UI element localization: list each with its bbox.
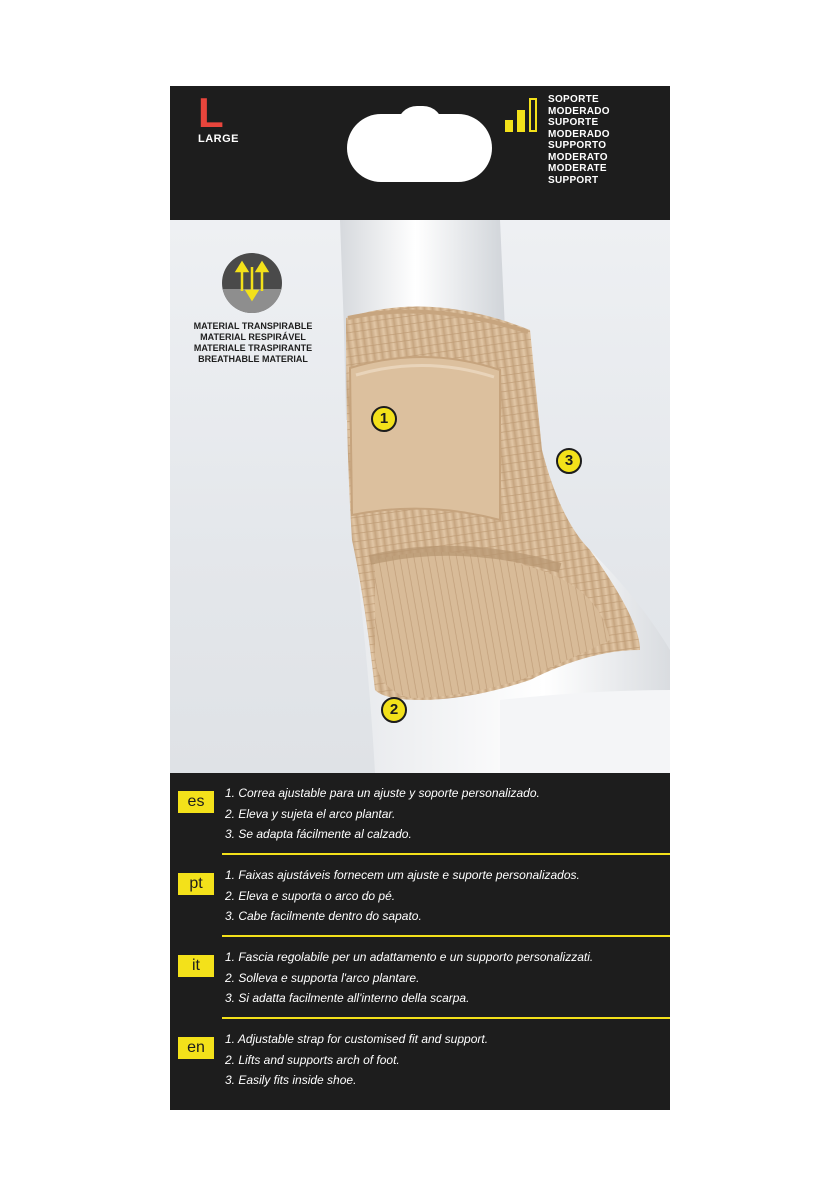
support-line: MODERADO <box>548 105 610 117</box>
feature-line: 3. Si adatta facilmente all'interno della scarpa. <box>225 991 470 1005</box>
support-line: SUPPORT <box>548 174 599 186</box>
feature-line: 2. Eleva e suporta o arco do pé. <box>225 888 396 903</box>
breathable-material-text <box>188 321 318 365</box>
feature-line: 3. Easily fits inside shoe. <box>225 1073 357 1087</box>
language-code-badge: en <box>178 1037 214 1059</box>
feature-line: 1. Fascia regolabile per un adattamento e un supporto personalizzati. <box>225 950 594 964</box>
feature-line: 1. Adjustable strap for customised fit and support. <box>225 1032 489 1046</box>
size-label: LARGE <box>198 133 239 145</box>
language-block-it <box>170 937 670 1019</box>
breathable-line: MATERIAL RESPIRÁVEL <box>200 332 306 342</box>
breathable-material-icon <box>222 253 282 313</box>
package-header <box>170 86 670 220</box>
feature-line: 3. Se adapta fácilmente al calzado. <box>225 827 412 841</box>
feature-descriptions <box>170 773 670 1110</box>
feature-line: 2. Lifts and supports arch of foot. <box>225 1052 400 1067</box>
hang-hole <box>347 114 492 182</box>
feature-list <box>225 947 593 1009</box>
callout-marker-3: 3 <box>556 448 582 474</box>
feature-list <box>225 1029 488 1091</box>
product-card <box>170 86 670 1110</box>
support-bar-3 <box>529 98 537 132</box>
breathable-line: BREATHABLE MATERIAL <box>198 354 308 364</box>
support-line: SUPORTE <box>548 117 599 128</box>
breathable-line: MATERIAL TRANSPIRABLE <box>193 321 313 331</box>
product-photo <box>170 220 670 773</box>
support-bar-2 <box>517 110 525 132</box>
support-level-icon <box>505 98 541 132</box>
language-block-en <box>170 1019 670 1101</box>
support-line: MODERATO <box>548 151 608 163</box>
callout-marker-1: 1 <box>371 406 397 432</box>
breathable-line: MATERIALE TRASPIRANTE <box>193 343 313 353</box>
language-block-es <box>170 773 670 855</box>
feature-line: 3. Cabe facilmente dentro do sapato. <box>225 909 422 923</box>
support-line: MODERATE <box>548 163 607 174</box>
feature-line: 1. Faixas ajustáveis fornecem um ajuste e suporte personalizados. <box>225 868 580 882</box>
language-code-badge: pt <box>178 873 214 895</box>
callout-marker-2: 2 <box>381 697 407 723</box>
support-line: SUPPORTO <box>548 140 607 151</box>
size-letter: L <box>198 89 224 136</box>
language-block-pt <box>170 855 670 937</box>
feature-list <box>225 865 580 927</box>
language-code-badge: es <box>178 791 214 813</box>
feature-line: 2. Eleva y sujeta el arco plantar. <box>225 806 396 821</box>
feature-list <box>225 783 540 845</box>
support-level-text <box>548 94 610 186</box>
support-line: MODERADO <box>548 128 610 140</box>
feature-line: 1. Correa ajustable para un ajuste y soporte personalizado. <box>225 786 540 800</box>
support-line: SOPORTE <box>548 94 599 105</box>
support-bar-1 <box>505 120 513 132</box>
feature-line: 2. Solleva e supporta l'arco plantare. <box>225 970 420 985</box>
language-code-badge: it <box>178 955 214 977</box>
breathable-arrows-icon <box>222 253 282 313</box>
